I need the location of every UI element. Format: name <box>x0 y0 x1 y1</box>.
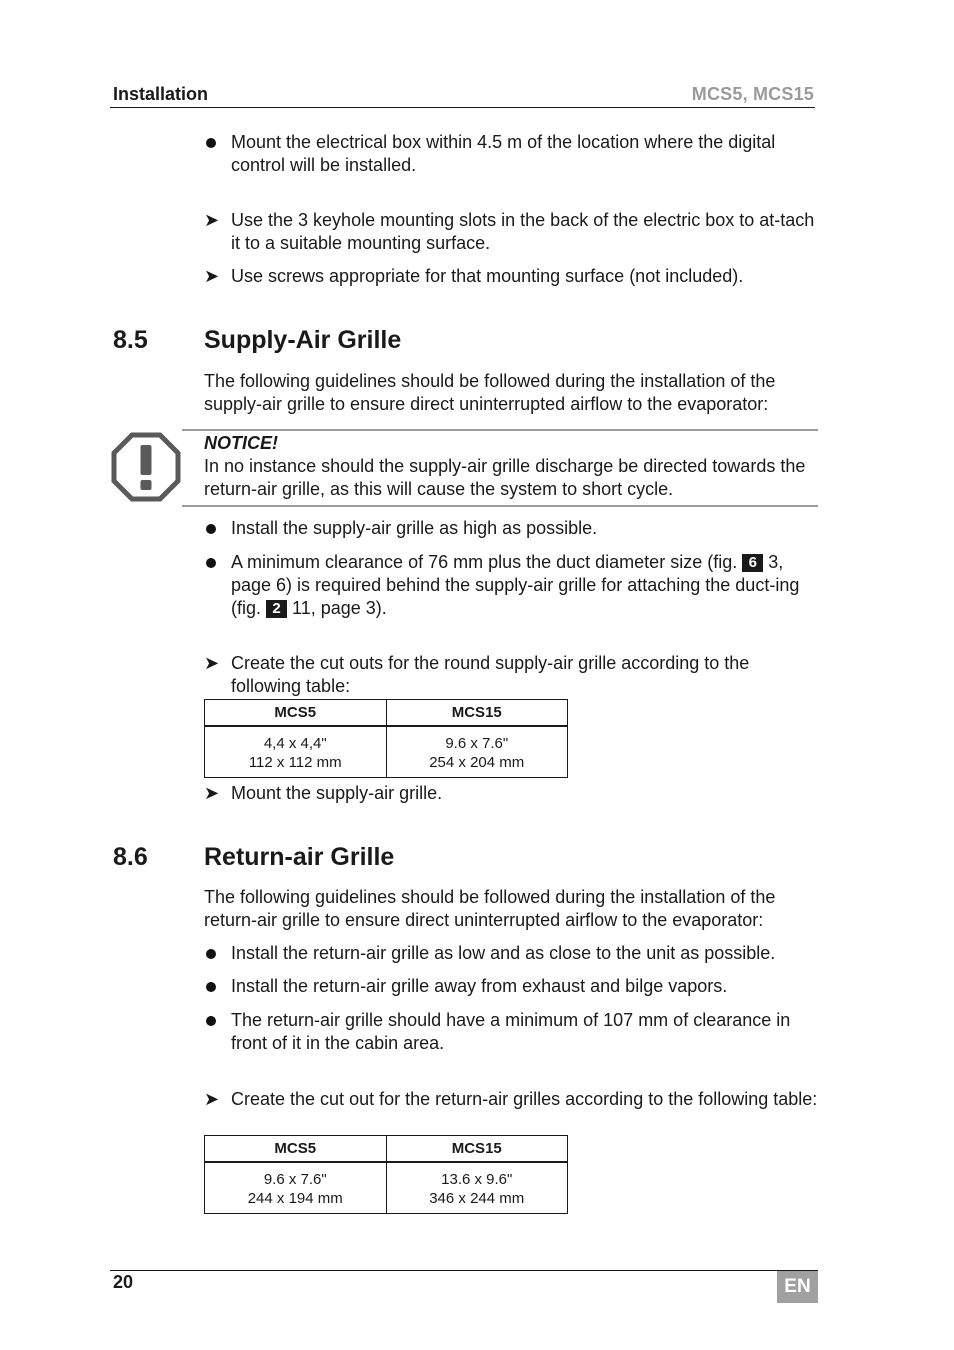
section-number: 8.6 <box>113 843 148 871</box>
table-row <box>205 726 568 778</box>
table-header: MCS15 <box>386 1136 568 1163</box>
list-item-text: Install the supply-air grille as high as possible. <box>231 518 598 538</box>
notice-warning-icon <box>111 432 181 502</box>
bullet-icon <box>204 551 228 574</box>
list-item <box>204 942 819 965</box>
list-item <box>204 975 819 998</box>
instruction-text: Create the cut outs for the round supply-air grille according to the following table: <box>231 653 750 696</box>
notice-title: NOTICE! <box>204 433 278 453</box>
section-intro: The following guidelines should be followed during the installation of the supply-air grille to ensure direct uninterrupted airflow to the evaporator: <box>204 371 776 414</box>
table-header: MCS15 <box>386 700 568 727</box>
table-cell: 9.6 x 7.6" 244 x 194 mm <box>205 1162 387 1214</box>
bullet-icon <box>204 1009 228 1032</box>
instruction-step <box>204 209 819 255</box>
section-number: 8.5 <box>113 326 148 354</box>
instruction-text: Create the cut out for the return-air grilles according to the following table: <box>231 1089 818 1109</box>
instruction-text: Use screws appropriate for that mounting surface (not included). <box>231 266 744 286</box>
arrow-icon: ➤ <box>204 266 220 286</box>
supply-cutout-table <box>204 699 568 778</box>
section-title: Supply-Air Grille <box>204 326 402 354</box>
table-row <box>205 1162 568 1214</box>
bullet-icon <box>204 942 228 965</box>
list-item <box>204 131 819 177</box>
language-badge: EN <box>777 1271 818 1303</box>
bullet-icon <box>204 131 228 154</box>
list-item-text: Install the return-air grille away from exhaust and bilge vapors. <box>231 976 728 996</box>
table-cell: 13.6 x 9.6" 346 x 244 mm <box>386 1162 568 1214</box>
list-item <box>204 551 819 620</box>
running-header-models: MCS5, MCS15 <box>691 84 814 104</box>
clearance-text-b: 3, page 6) is required behind the supply-air grille for attaching the duct-ing (fig. <box>231 552 800 618</box>
notice-text: In no instance should the supply-air grille discharge be directed towards the return-air grille, as this will cause the system to short cycle. <box>204 456 806 499</box>
instruction-text: Use the 3 keyhole mounting slots in the back of the electric box to at-tach it to a suitable mounting surface. <box>231 210 815 253</box>
instruction-step <box>204 652 819 698</box>
list-item <box>204 1009 819 1055</box>
instruction-step <box>204 265 819 288</box>
section-title: Return-air Grille <box>204 843 395 871</box>
list-item-text: Mount the electrical box within 4.5 m of the location where the digital control will be installed. <box>231 132 776 175</box>
return-cutout-table <box>204 1135 568 1214</box>
footer-divider <box>110 1270 818 1271</box>
table-cell: 9.6 x 7.6" 254 x 204 mm <box>386 726 568 778</box>
table-header: MCS5 <box>205 700 387 727</box>
running-header-section: Installation <box>113 84 209 104</box>
list-item-text: The return-air grille should have a minimum of 107 mm of clearance in front of it in the cabin area. <box>231 1010 791 1053</box>
list-item-text <box>231 551 819 620</box>
table-header: MCS5 <box>205 1136 387 1163</box>
arrow-icon: ➤ <box>204 653 220 673</box>
list-item <box>204 517 819 540</box>
arrow-icon: ➤ <box>204 210 220 230</box>
instruction-step <box>204 1088 819 1111</box>
header-divider <box>110 107 815 108</box>
bullet-icon <box>204 975 228 998</box>
instruction-text: Mount the supply-air grille. <box>231 783 443 803</box>
section-intro: The following guidelines should be followed during the installation of the return-air grille to ensure direct uninterrupted airflow to the evaporator: <box>204 887 776 930</box>
notice-divider-bottom <box>182 505 818 507</box>
instruction-step <box>204 782 819 805</box>
figure-ref-badge: 6 <box>742 554 763 572</box>
notice-divider-top <box>182 429 818 431</box>
arrow-icon: ➤ <box>204 1089 220 1109</box>
arrow-icon: ➤ <box>204 783 220 803</box>
figure-ref-badge: 2 <box>266 600 287 618</box>
clearance-text-c: 11, page 3). <box>292 598 387 618</box>
page-number: 20 <box>113 1272 134 1292</box>
table-cell: 4,4 x 4,4" 112 x 112 mm <box>205 726 387 778</box>
bullet-icon <box>204 517 228 540</box>
list-item-text: Install the return-air grille as low and as close to the unit as possible. <box>231 943 776 963</box>
clearance-text-a: A minimum clearance of 76 mm plus the duct diameter size (fig. <box>231 552 738 572</box>
